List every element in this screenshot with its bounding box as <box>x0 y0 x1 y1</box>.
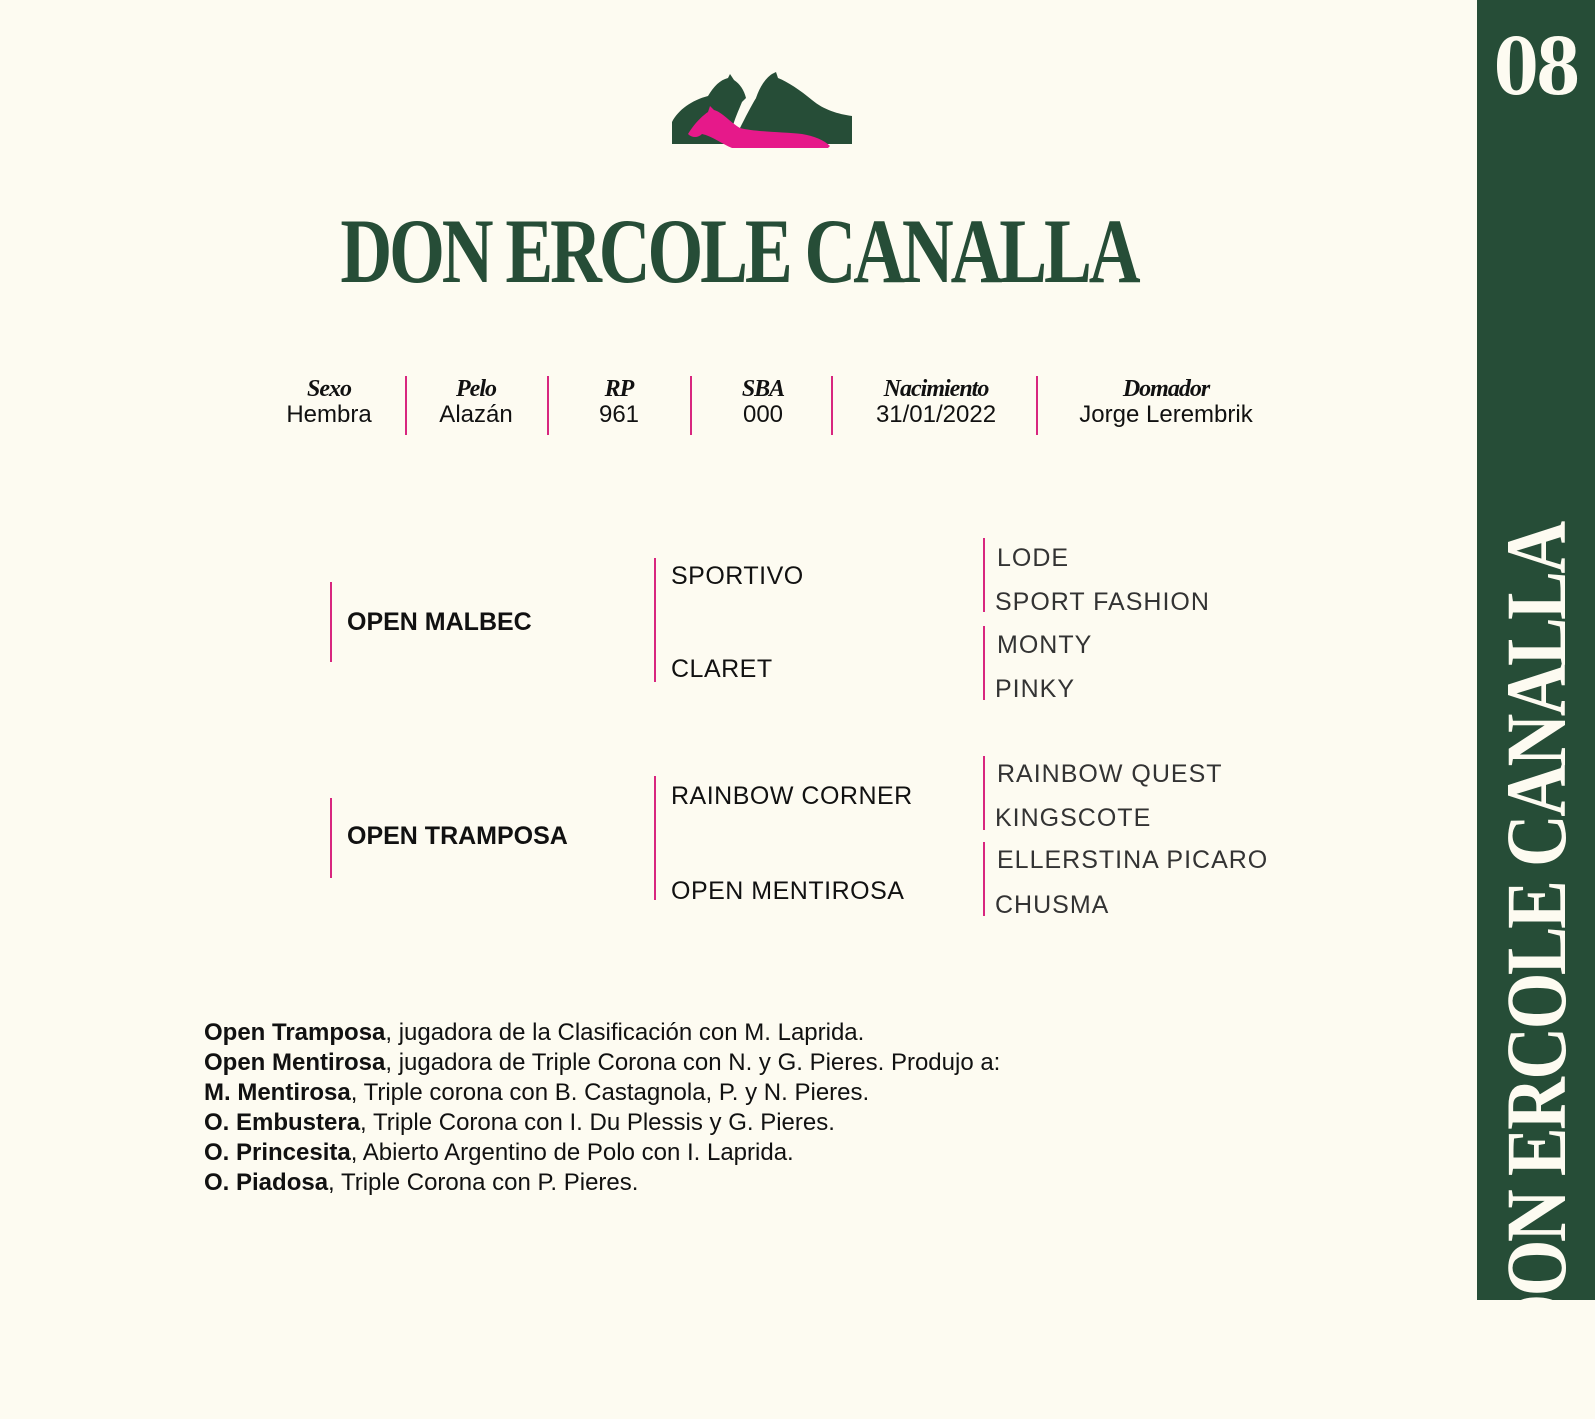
info-sexo <box>286 376 371 428</box>
note-name: O. Princesita <box>204 1139 351 1166</box>
note-name: Open Tramposa <box>204 1019 386 1046</box>
info-label: Sexo <box>306 376 351 402</box>
note-line <box>204 1078 1304 1108</box>
info-value: 000 <box>742 401 784 428</box>
note-line <box>204 1108 1304 1138</box>
pedigree-bar <box>330 798 332 878</box>
info-sba <box>742 376 784 428</box>
horse-name-title: DON ERCOLE CANALLA <box>339 200 1138 302</box>
info-value: Hembra <box>286 401 372 428</box>
info-separator <box>1036 376 1038 435</box>
pedigree-bar <box>983 842 985 916</box>
note-text: , jugadora de la Clasificación con M. Laprida. <box>385 1019 865 1046</box>
info-value: 31/01/2022 <box>875 401 997 428</box>
info-label: Domador <box>1122 376 1210 402</box>
note-text: , Abierto Argentino de Polo con I. Laprida. <box>350 1139 794 1166</box>
info-separator <box>690 376 692 435</box>
info-value: Jorge Lerembrik <box>1079 401 1253 428</box>
note-line <box>204 1048 1304 1078</box>
pedigree-dam: OPEN TRAMPOSA <box>347 822 568 850</box>
pedigree-ggp: LODE <box>997 544 1070 572</box>
pedigree-ggp: ELLERSTINA PICARO <box>997 846 1269 874</box>
note-line <box>204 1168 1304 1198</box>
pedigree-sire: OPEN MALBEC <box>347 608 532 636</box>
pedigree-ggp: CHUSMA <box>995 891 1110 919</box>
note-text: , Triple corona con B. Castagnola, P. y N. Pieres. <box>350 1079 870 1106</box>
pedigree-bar <box>983 756 985 830</box>
pedigree-ggp: PINKY <box>995 675 1076 703</box>
horses-logo-icon <box>672 72 862 152</box>
note-name: Open Mentirosa <box>204 1049 386 1076</box>
pedigree-sire-sire: SPORTIVO <box>671 562 804 590</box>
pedigree-sire-dam: CLARET <box>671 655 773 683</box>
sidebar-title <box>1486 451 1586 1419</box>
info-separator <box>547 376 549 435</box>
pedigree-bar <box>983 538 985 612</box>
note-text: , Triple Corona con I. Du Plessis y G. Pieres. <box>360 1109 835 1136</box>
pedigree-dam-sire: RAINBOW CORNER <box>671 782 913 810</box>
info-label: Pelo <box>456 376 496 402</box>
info-value: 961 <box>598 401 640 428</box>
info-separator <box>405 376 407 435</box>
pedigree-ggp: KINGSCOTE <box>995 804 1152 832</box>
pedigree-dam-dam: OPEN MENTIROSA <box>671 877 905 905</box>
sidebar-title-text: DON ERCOLE CANALLA <box>1488 523 1584 1347</box>
pedigree-bar <box>983 626 985 700</box>
note-line <box>204 1138 1304 1168</box>
info-label: SBA <box>741 376 785 402</box>
info-nacimiento <box>876 376 996 428</box>
note-name: O. Piadosa <box>204 1169 329 1196</box>
pedigree-bar <box>654 558 656 682</box>
info-label: Nacimiento <box>883 376 989 402</box>
info-separator <box>831 376 833 435</box>
sidebar <box>1477 0 1595 1347</box>
pedigree-bar <box>654 776 656 900</box>
info-rp <box>599 376 639 428</box>
lot-number: 08 <box>1493 22 1579 113</box>
pedigree-ggp: MONTY <box>997 631 1093 659</box>
info-pelo <box>439 376 512 428</box>
note-name: M. Mentirosa <box>204 1079 351 1106</box>
note-name: O. Embustera <box>204 1109 361 1136</box>
note-line <box>204 1018 1304 1048</box>
pedigree-ggp: RAINBOW QUEST <box>997 760 1223 788</box>
performance-notes <box>204 1018 1304 1198</box>
info-domador <box>1079 376 1252 428</box>
note-text: , jugadora de Triple Corona con N. y G. Pieres. Produjo a: <box>385 1049 1001 1076</box>
note-text: , Triple Corona con P. Pieres. <box>328 1169 639 1196</box>
info-value: Alazán <box>439 401 513 428</box>
pedigree-ggp: SPORT FASHION <box>995 588 1210 616</box>
pedigree-bar <box>330 582 332 662</box>
info-label: RP <box>604 376 634 402</box>
